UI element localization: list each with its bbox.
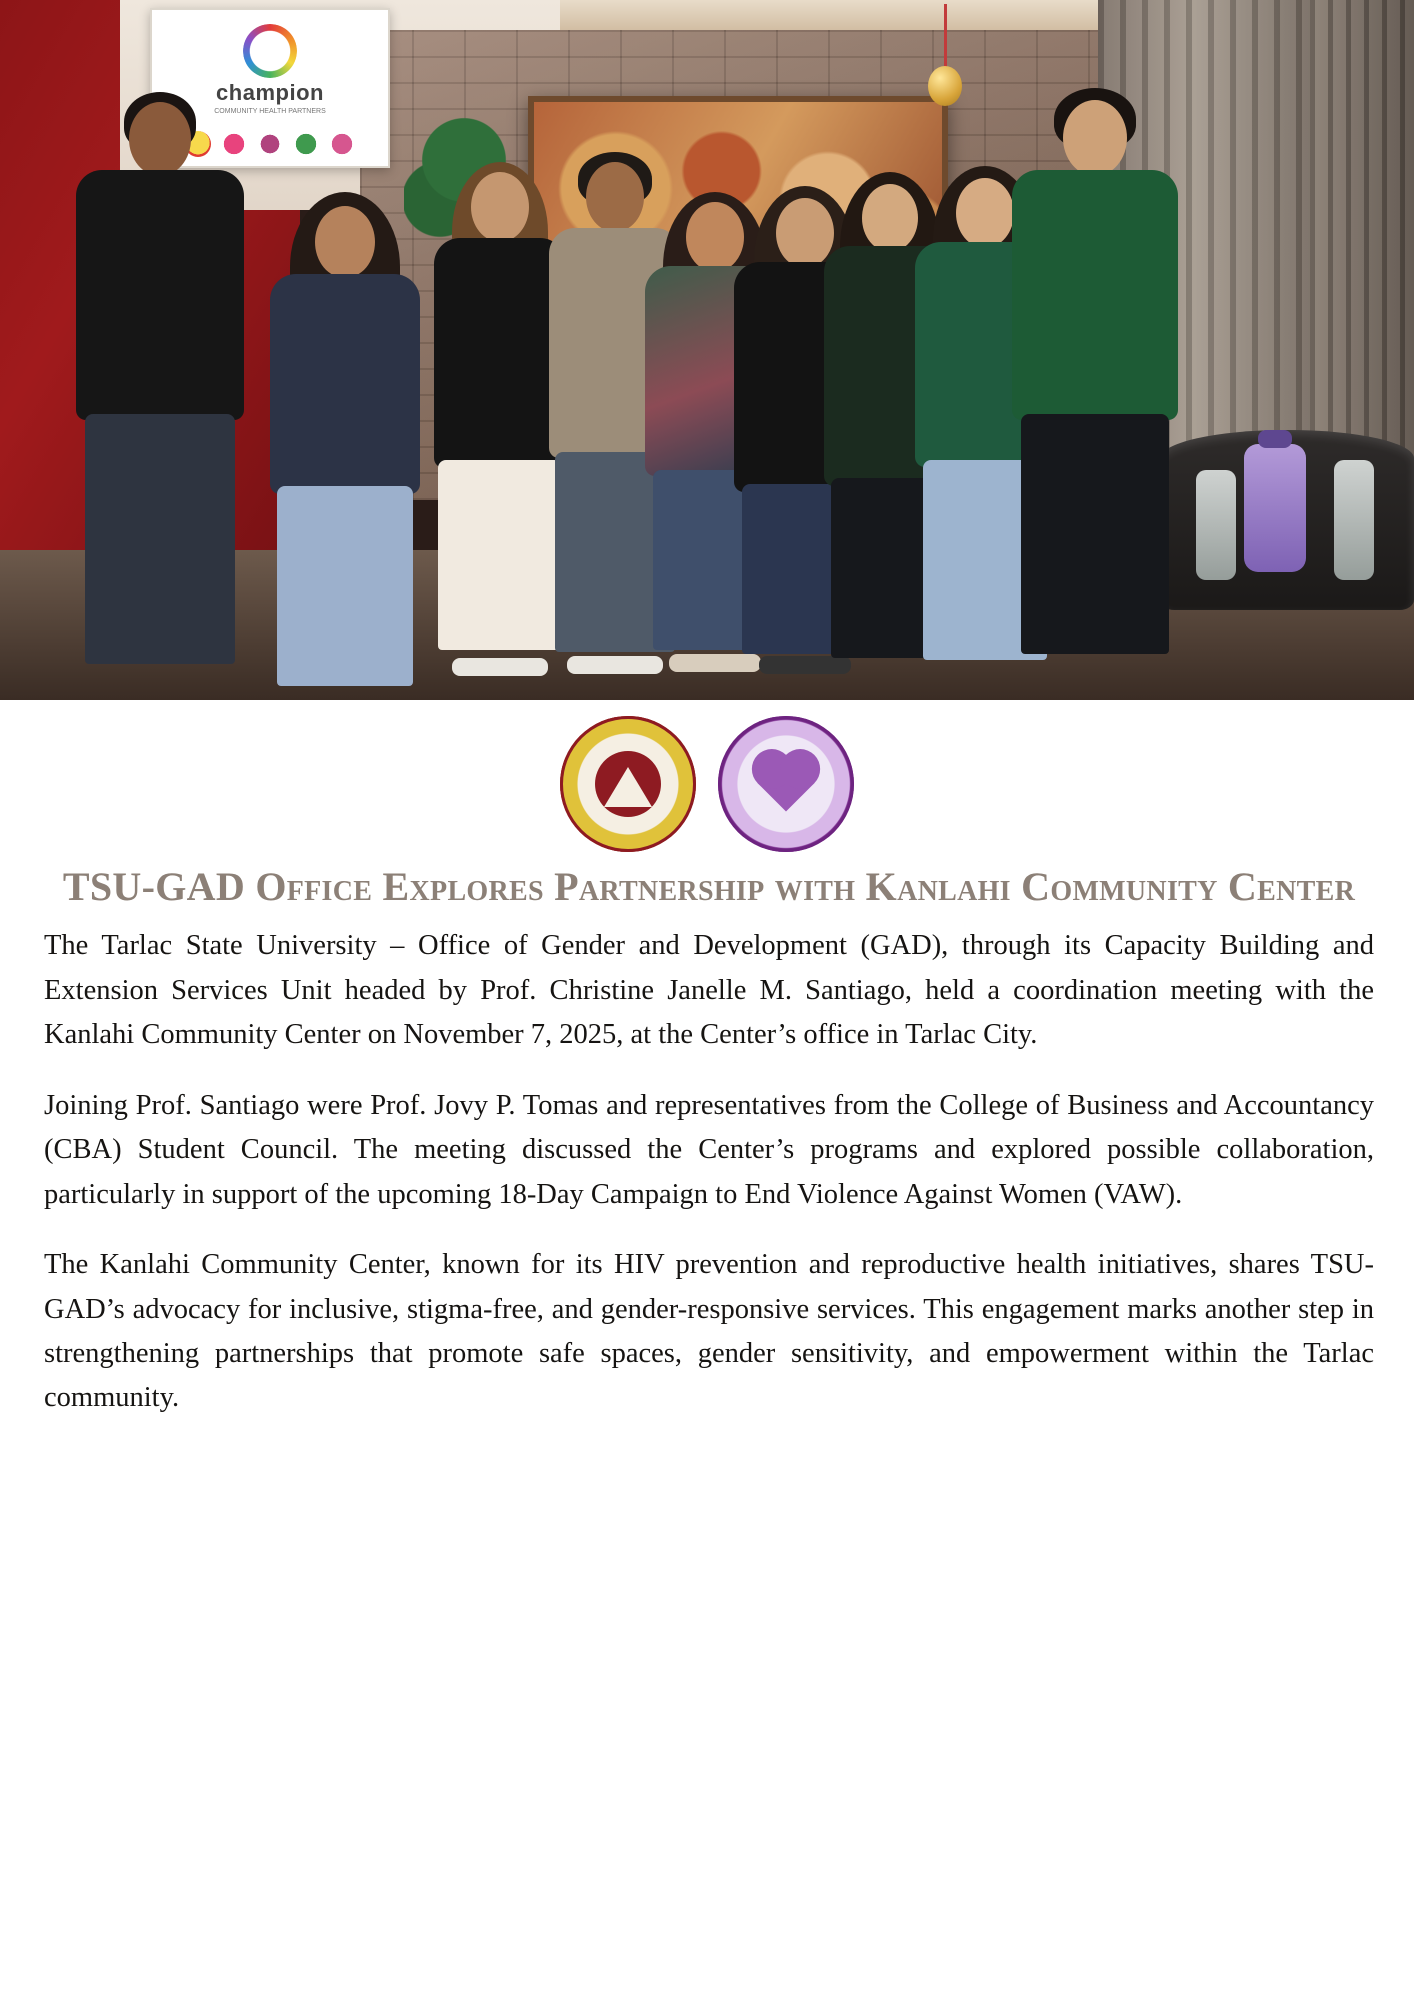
legs: [277, 486, 413, 686]
head: [1063, 100, 1127, 176]
shoes: [452, 658, 548, 676]
champion-ring-icon: [243, 24, 297, 78]
champion-banner-word: champion: [216, 80, 324, 105]
ornament-ball: [928, 66, 962, 106]
office-of-gender-and-development-seal-icon: [718, 716, 854, 852]
champion-banner-subtext: COMMUNITY HEALTH PARTNERS: [214, 108, 326, 115]
gad-heart-icon: [758, 755, 815, 812]
torso: [1012, 170, 1178, 420]
water-bottle: [1196, 470, 1236, 580]
article-paragraph-3: The Kanlahi Community Center, known for its HIV prevention and reproductive health initiatives, shares TSU-GAD’s advocacy for inclusive, stigma-free, and gender-responsive services. This engagement marks another step in strengthening partnerships that promote safe spaces, gender sensitivity, and empowerment within the Tarlac community.: [44, 1249, 1374, 1414]
torso: [76, 170, 244, 420]
head: [471, 172, 529, 242]
ornament-string: [944, 4, 947, 68]
tarlac-state-university-seal-icon: [560, 716, 696, 852]
torso: [270, 274, 420, 494]
logo-row: [0, 700, 1414, 858]
seal-triangle: [604, 767, 652, 807]
hanging-ornament: [920, 4, 966, 114]
article-photo: [0, 0, 1414, 700]
person-9: [1000, 74, 1190, 674]
head: [315, 206, 375, 278]
purple-tumbler: [1244, 444, 1306, 572]
article-body: [0, 864, 1414, 1421]
article-paragraph-2: Joining Prof. Santiago were Prof. Jovy P. Tomas and representatives from the College of Business and Accountancy (CBA) Student Council. The meeting discussed the Center’s programs and explored possible collaboration, particularly in support of the upcoming 18-Day Campaign to End Violence Against Women (VAW).: [44, 1089, 1374, 1210]
legs: [1021, 414, 1169, 654]
head: [129, 102, 191, 176]
page-title: TSU-GAD Office Explores Partnership with Kanlahi Community Center: [62, 864, 1356, 909]
legs: [85, 414, 235, 664]
person-1: [60, 74, 260, 674]
tumbler-cap: [1258, 430, 1292, 448]
water-bottle-second: [1334, 460, 1374, 580]
person-2: [250, 114, 440, 674]
article-paragraph-1: The Tarlac State University – Office of Gender and Development (GAD), through its Capacity Building and Extension Services Unit headed by Prof. Christine Janelle M. Santiago, held a coordination meeting with the Kanlahi Community Center on November 7, 2025, at the Center’s office in Tarlac City.: [44, 930, 1374, 1051]
